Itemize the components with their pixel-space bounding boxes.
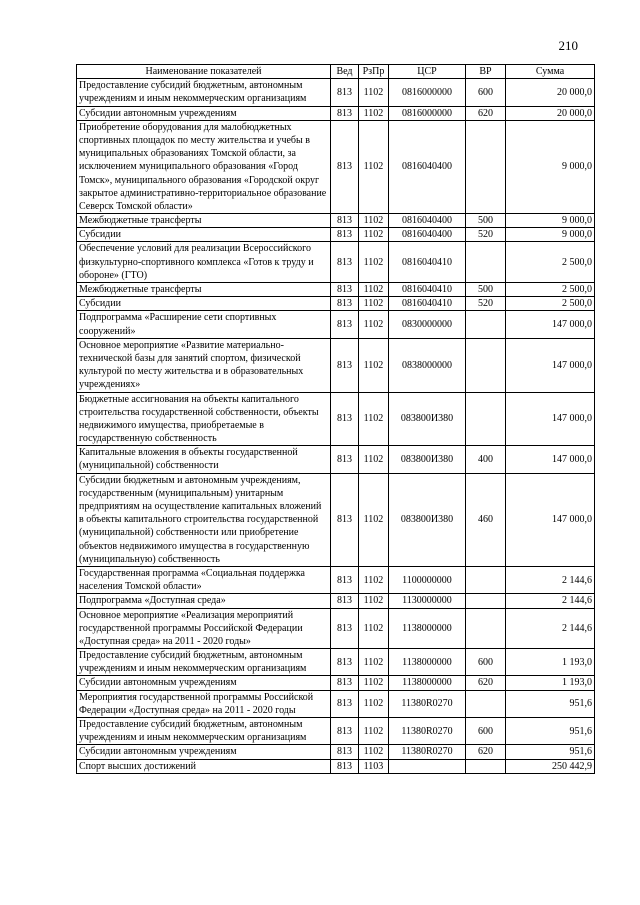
cell-ved: 813 [331,297,359,311]
cell-rzpr: 1102 [359,446,389,473]
cell-rzpr: 1102 [359,649,389,676]
cell-csr: 1138000000 [389,676,466,690]
table-row [77,608,595,649]
cell-name: Межбюджетные трансферты [77,214,331,228]
cell-ved: 813 [331,718,359,745]
cell-name: Мероприятия государственной программы Российской Федерации «Доступная среда» на 2011 - 2020 годы [77,690,331,717]
cell-vr [466,608,506,649]
cell-ved: 813 [331,566,359,593]
cell-vr: 600 [466,718,506,745]
cell-vr [466,759,506,773]
cell-rzpr: 1102 [359,566,389,593]
table-row [77,649,595,676]
table-row [77,283,595,297]
cell-sum: 1 193,0 [506,649,595,676]
cell-ved: 813 [331,242,359,283]
cell-ved: 813 [331,392,359,446]
cell-name: Спорт высших достижений [77,759,331,773]
cell-sum: 2 500,0 [506,242,595,283]
cell-name: Государственная программа «Социальная поддержка населения Томской области» [77,566,331,593]
table-row [77,242,595,283]
cell-csr: 11380R0270 [389,690,466,717]
table-row [77,566,595,593]
cell-ved: 813 [331,106,359,120]
cell-rzpr: 1102 [359,106,389,120]
cell-ved: 813 [331,283,359,297]
cell-vr [466,566,506,593]
table-row [77,446,595,473]
cell-sum: 147 000,0 [506,338,595,392]
cell-csr: 0816040400 [389,214,466,228]
cell-sum: 20 000,0 [506,106,595,120]
cell-ved: 813 [331,228,359,242]
cell-rzpr: 1102 [359,392,389,446]
table-row [77,228,595,242]
cell-csr: 083800И380 [389,392,466,446]
table-row [77,473,595,566]
cell-sum: 2 500,0 [506,297,595,311]
cell-name: Подпрограмма «Доступная среда» [77,594,331,608]
cell-name: Бюджетные ассигнования на объекты капитального строительства государственной собственности, объекты недвижимого имущества, приобретаемые в государственную собственность [77,392,331,446]
table-row [77,594,595,608]
cell-rzpr: 1102 [359,311,389,338]
cell-name: Субсидии [77,228,331,242]
cell-sum: 951,6 [506,745,595,759]
table-row [77,79,595,106]
cell-vr: 600 [466,649,506,676]
cell-rzpr: 1102 [359,297,389,311]
cell-csr: 11380R0270 [389,745,466,759]
header-ved: Вед [331,65,359,79]
cell-rzpr: 1102 [359,228,389,242]
cell-vr: 600 [466,79,506,106]
cell-vr [466,338,506,392]
table-body [77,79,595,774]
cell-ved: 813 [331,120,359,213]
header-sum: Сумма [506,65,595,79]
cell-rzpr: 1102 [359,690,389,717]
cell-rzpr: 1102 [359,676,389,690]
cell-vr: 500 [466,214,506,228]
cell-sum: 9 000,0 [506,228,595,242]
cell-sum: 2 500,0 [506,283,595,297]
cell-name: Субсидии автономным учреждениям [77,745,331,759]
table-row [77,392,595,446]
cell-sum: 147 000,0 [506,446,595,473]
cell-vr: 500 [466,283,506,297]
cell-vr: 460 [466,473,506,566]
cell-csr: 11380R0270 [389,718,466,745]
cell-csr: 1100000000 [389,566,466,593]
table-row [77,214,595,228]
cell-name: Субсидии [77,297,331,311]
cell-vr: 520 [466,297,506,311]
cell-ved: 813 [331,594,359,608]
cell-rzpr: 1102 [359,608,389,649]
cell-csr: 0816000000 [389,106,466,120]
cell-sum: 9 000,0 [506,214,595,228]
budget-table [76,64,595,774]
cell-ved: 813 [331,214,359,228]
cell-ved: 813 [331,745,359,759]
cell-csr [389,759,466,773]
cell-vr: 620 [466,676,506,690]
cell-csr: 0838000000 [389,338,466,392]
cell-csr: 1138000000 [389,649,466,676]
cell-rzpr: 1102 [359,79,389,106]
cell-csr: 0830000000 [389,311,466,338]
cell-name: Предоставление субсидий бюджетным, автономным учреждениям и иным некоммерческим организациям [77,79,331,106]
cell-rzpr: 1102 [359,338,389,392]
page-number: 210 [558,38,578,53]
cell-csr: 1130000000 [389,594,466,608]
cell-sum: 951,6 [506,690,595,717]
cell-csr: 0816000000 [389,79,466,106]
cell-vr [466,242,506,283]
cell-sum: 147 000,0 [506,473,595,566]
cell-csr: 083800И380 [389,473,466,566]
cell-sum: 20 000,0 [506,79,595,106]
table-row [77,106,595,120]
cell-ved: 813 [331,759,359,773]
header-rzpr: РзПр [359,65,389,79]
table-row [77,759,595,773]
header-name: Наименование показателей [77,65,331,79]
cell-sum: 2 144,6 [506,594,595,608]
cell-rzpr: 1102 [359,120,389,213]
cell-name: Основное мероприятие «Развитие материально-технической базы для занятий спортом, физической культурой по месту жительства и в образовательных учреждениях» [77,338,331,392]
cell-vr [466,690,506,717]
cell-sum: 250 442,9 [506,759,595,773]
cell-csr: 0816040410 [389,283,466,297]
cell-rzpr: 1102 [359,473,389,566]
table-row [77,297,595,311]
table-row [77,690,595,717]
cell-vr [466,594,506,608]
cell-rzpr: 1102 [359,283,389,297]
cell-ved: 813 [331,608,359,649]
cell-name: Субсидии бюджетным и автономным учреждениям, государственным (муниципальным) унитарным предприятиям на осуществление капитальных вложений в объекты капитального строительства государственной (муниципальной) собственности или приобретение объектов недвижимого имущества в государственную (муниципальную) собственность [77,473,331,566]
cell-ved: 813 [331,338,359,392]
cell-vr: 520 [466,228,506,242]
table-row [77,745,595,759]
table-row [77,718,595,745]
cell-name: Подпрограмма «Расширение сети спортивных сооружений» [77,311,331,338]
cell-rzpr: 1102 [359,745,389,759]
table-row [77,311,595,338]
cell-name: Обеспечение условий для реализации Всероссийского физкультурно-спортивного комплекса «Готов к труду и обороне» (ГТО) [77,242,331,283]
table-row [77,120,595,213]
cell-ved: 813 [331,311,359,338]
cell-name: Основное мероприятие «Реализация мероприятий государственной программы Российской Федерации «Доступная среда» на 2011 - 2020 годы» [77,608,331,649]
cell-rzpr: 1102 [359,718,389,745]
cell-vr: 620 [466,745,506,759]
cell-rzpr: 1103 [359,759,389,773]
cell-ved: 813 [331,676,359,690]
cell-vr [466,392,506,446]
table-row [77,338,595,392]
cell-sum: 2 144,6 [506,608,595,649]
cell-vr: 400 [466,446,506,473]
cell-csr: 0816040400 [389,120,466,213]
cell-name: Предоставление субсидий бюджетным, автономным учреждениям и иным некоммерческим организациям [77,649,331,676]
header-vr: ВР [466,65,506,79]
cell-rzpr: 1102 [359,214,389,228]
cell-csr: 1138000000 [389,608,466,649]
cell-sum: 9 000,0 [506,120,595,213]
table-row [77,676,595,690]
cell-name: Межбюджетные трансферты [77,283,331,297]
cell-sum: 2 144,6 [506,566,595,593]
header-csr: ЦСР [389,65,466,79]
cell-ved: 813 [331,649,359,676]
cell-name: Предоставление субсидий бюджетным, автономным учреждениям и иным некоммерческим организациям [77,718,331,745]
table-header-row [77,65,595,79]
cell-vr: 620 [466,106,506,120]
cell-vr [466,120,506,213]
cell-csr: 0816040410 [389,242,466,283]
cell-ved: 813 [331,79,359,106]
cell-name: Субсидии автономным учреждениям [77,676,331,690]
cell-name: Приобретение оборудования для малобюджетных спортивных площадок по месту жительства и учебы в муниципальных образованиях Томской области, за исключением муниципального образования «Город Томск», муниципального образования «Городской округ закрытое административно-территориальное образование Северск Томской области» [77,120,331,213]
cell-sum: 147 000,0 [506,392,595,446]
cell-rzpr: 1102 [359,242,389,283]
cell-csr: 083800И380 [389,446,466,473]
cell-name: Капитальные вложения в объекты государственной (муниципальной) собственности [77,446,331,473]
cell-rzpr: 1102 [359,594,389,608]
cell-ved: 813 [331,446,359,473]
cell-sum: 147 000,0 [506,311,595,338]
cell-vr [466,311,506,338]
cell-csr: 0816040410 [389,297,466,311]
cell-ved: 813 [331,473,359,566]
cell-sum: 951,6 [506,718,595,745]
cell-csr: 0816040400 [389,228,466,242]
cell-sum: 1 193,0 [506,676,595,690]
cell-ved: 813 [331,690,359,717]
cell-name: Субсидии автономным учреждениям [77,106,331,120]
